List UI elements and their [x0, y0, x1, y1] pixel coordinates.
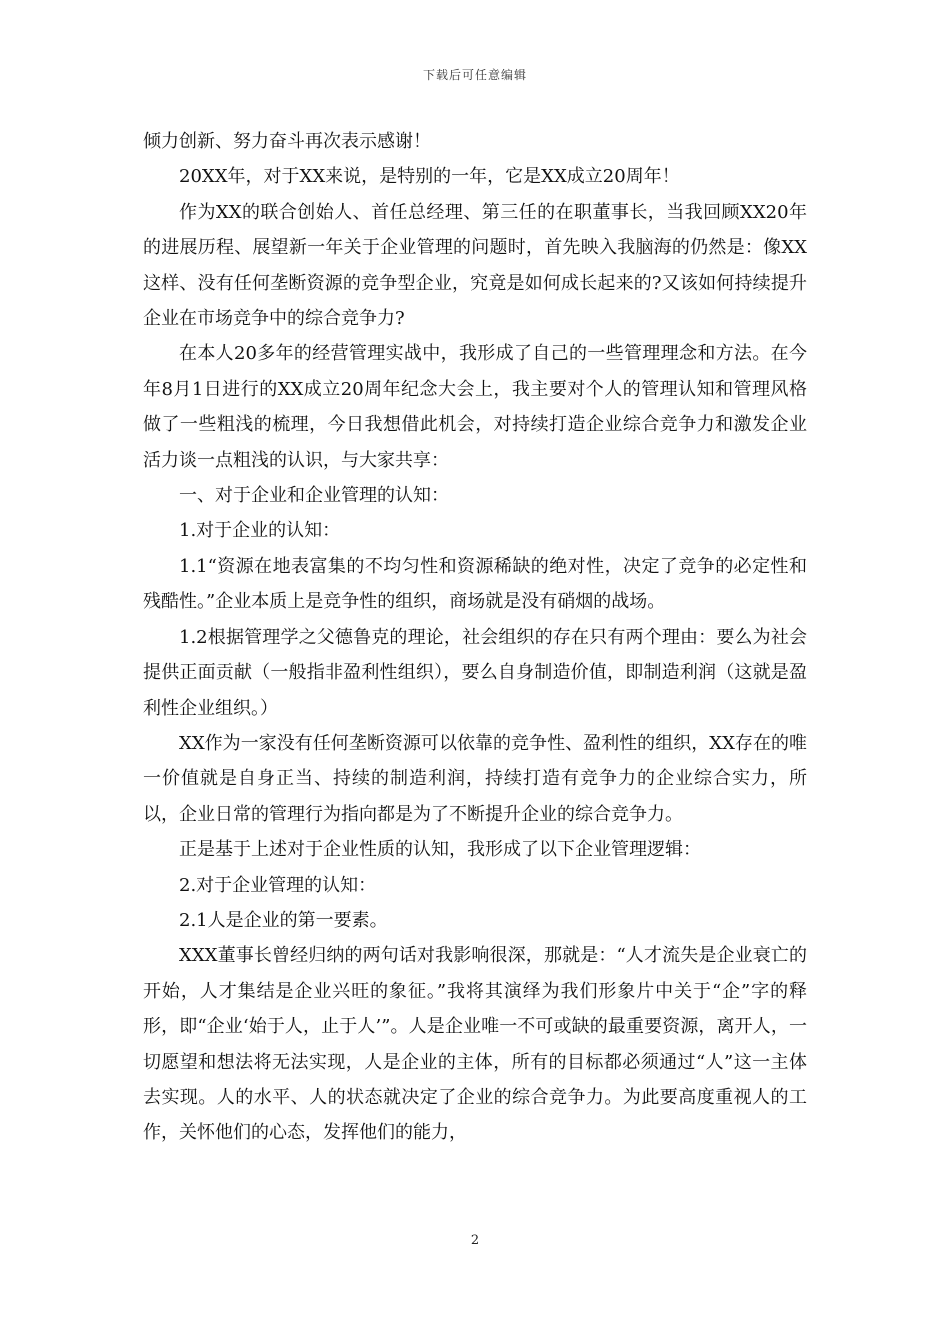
paragraph: XX作为一家没有任何垄断资源可以依靠的竞争性、盈利性的组织，XX存在的唯一价值就是自身正当、持续的制造利润，持续打造有竞争力的企业综合实力，所以，企业日常的管理行为指向都是为了不断提升企业的综合竞争力。 [143, 732, 807, 825]
paragraph: 在本人20多年的经营管理实战中，我形成了自己的一些管理理念和方法。在今年8月1日进行的XX成立20周年纪念大会上，我主要对个人的管理认知和管理风格做了一些粗浅的梳理，今日我想借此机会，对持续打造企业综合竞争力和激发企业活力谈一点粗浅的认识，与大家共享： [143, 343, 807, 471]
section-heading: 一、对于企业和企业管理的认知： [179, 485, 449, 507]
page-number: 2 [470, 1233, 480, 1248]
paragraph: 20XX年，对于XX来说，是特别的一年，它是XX成立20周年！ [179, 166, 680, 188]
paragraph: 正是基于上述对于企业性质的认知，我形成了以下企业管理逻辑： [179, 839, 701, 861]
paragraph: 1.1“资源在地表富集的不均匀性和资源稀缺的绝对性，决定了竞争的必定性和残酷性。”企业本质上是竞争性的组织，商场就是没有硝烟的战场。 [143, 555, 807, 613]
paragraph: 2.1人是企业的第一要素。 [179, 909, 388, 931]
document-body [143, 124, 807, 1151]
paragraph: XXX董事长曾经归纳的两句话对我影响很深，那就是：“人才流失是企业衰亡的开始，人才集结是企业兴旺的象征。”我将其演绎为我们形象片中关于“企”字的释形，即“企业‘始于人，止于人’”。人是企业唯一不可或缺的最重要资源，离开人，一切愿望和想法将无法实现，人是企业的主体，所有的目标都必须通过“人”这一主体去实现。人的水平、人的状态就决定了企业的综合竞争力。为此要高度重视人的工作，关怀他们的心态，发挥他们的能力， [143, 945, 807, 1144]
paragraph: 倾力创新、努力奋斗再次表示感谢！ [143, 131, 431, 152]
subsection-heading: 2.对于企业管理的认知： [179, 874, 377, 896]
page-header: 下载后可任意编辑 [422, 68, 527, 82]
subsection-heading: 1.对于企业的认知： [179, 520, 341, 542]
paragraph: 1.2根据管理学之父德鲁克的理论，社会组织的存在只有两个理由：要么为社会提供正面贡献（一般指非盈利性组织），要么自身制造价值，即制造利润（这就是盈利性企业组织。） [143, 626, 807, 719]
paragraph: 作为XX的联合创始人、首任总经理、第三任的在职董事长，当我回顾XX20年的进展历程、展望新一年关于企业管理的问题时，首先映入我脑海的仍然是：像XX这样、没有任何垄断资源的竞争型企业，究竟是如何成长起来的?又该如何持续提升企业在市场竞争中的综合竞争力? [143, 201, 807, 330]
